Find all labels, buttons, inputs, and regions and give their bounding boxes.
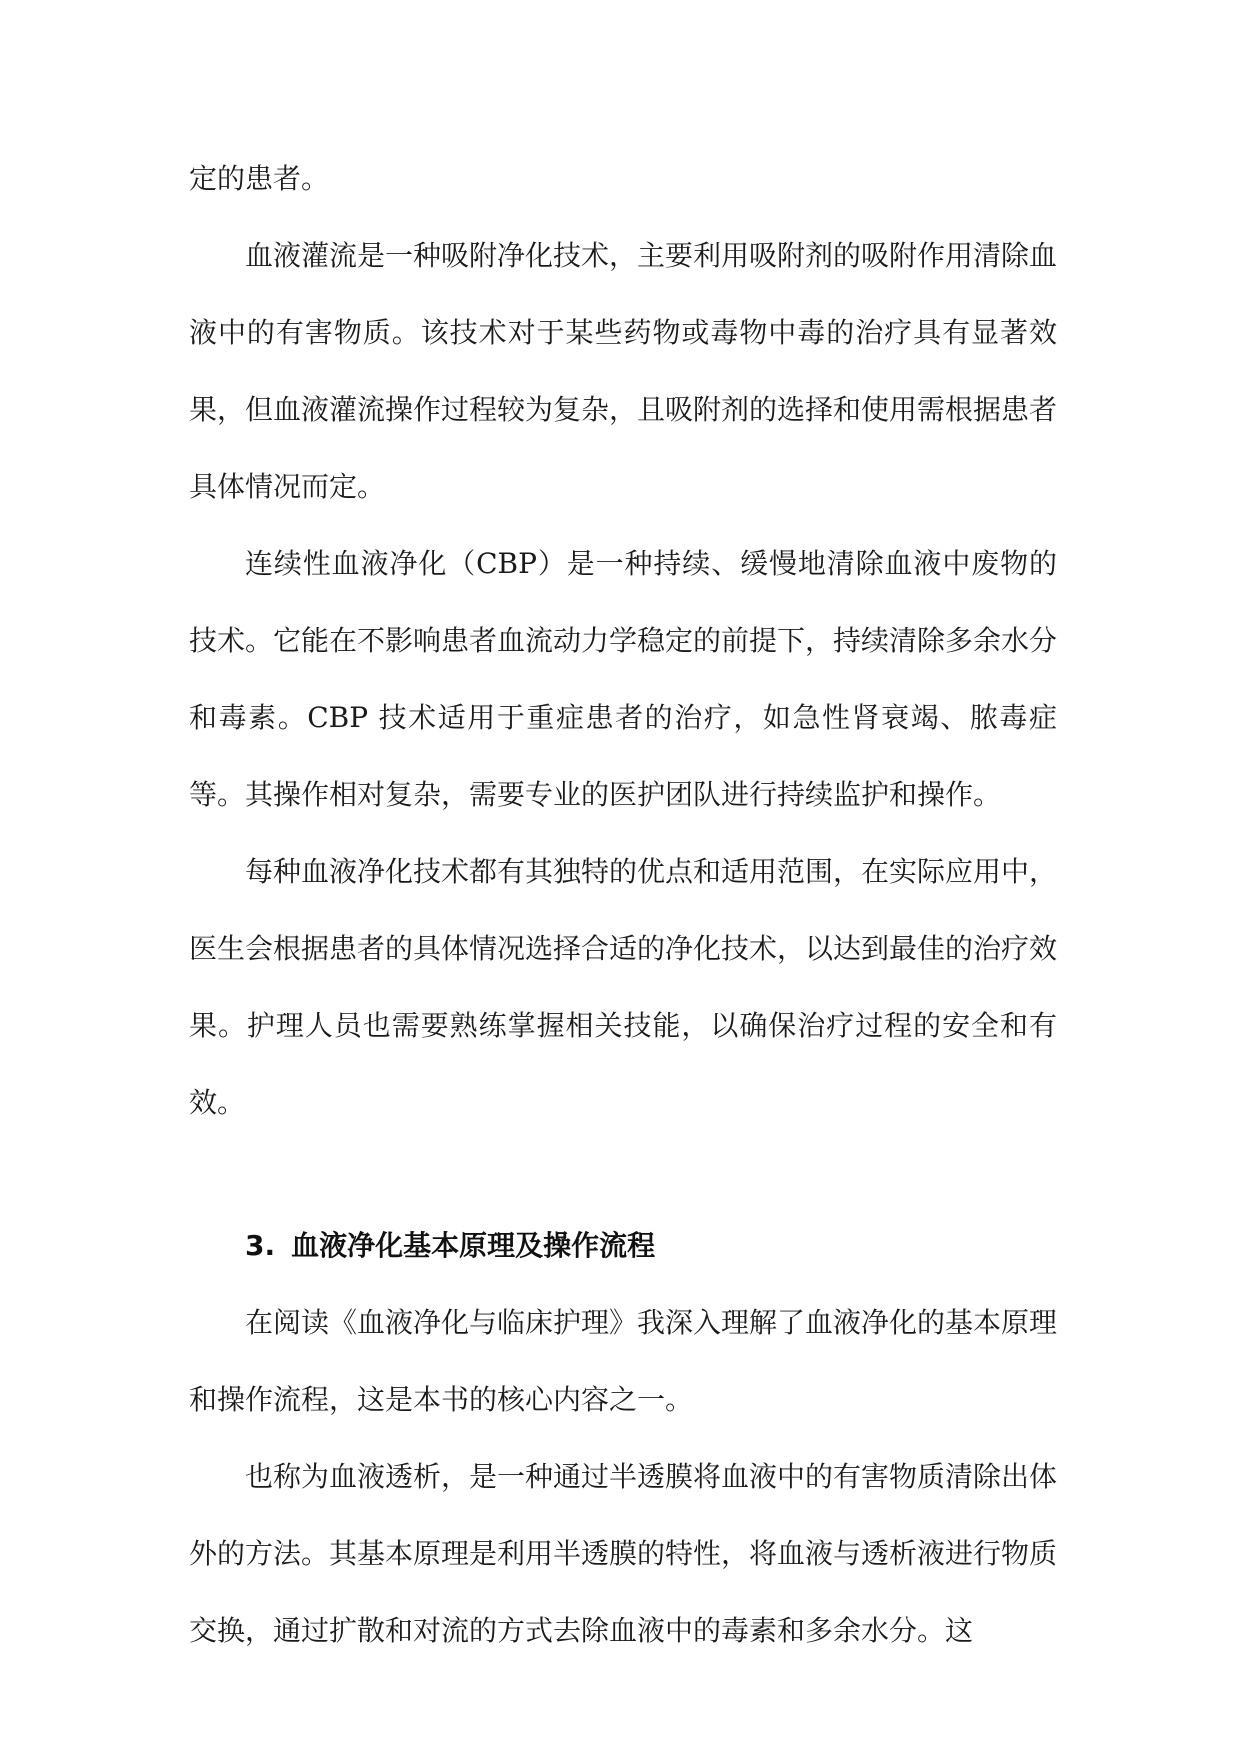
paragraph-hemodialysis: 也称为血液透析，是一种通过半透膜将血液中的有害物质清除出体外的方法。其基本原理是利用半透膜的特性，将血液与透析液进行物质交换，通过扩散和对流的方式去除血液中的毒素和多余水分。这	[189, 1460, 1058, 1647]
paragraph-continuation: 定的患者。	[189, 162, 330, 195]
paragraph-summary: 每种血液净化技术都有其独特的优点和适用范围，在实际应用中，医生会根据患者的具体情况选择合适的净化技术，以达到最佳的治疗效果。护理人员也需要熟练掌握相关技能，以确保治疗过程的安全和有效。	[189, 855, 1058, 1119]
text-column	[189, 140, 1057, 1669]
section-heading	[189, 1207, 1057, 1284]
paragraph-reading-intro: 在阅读《血液净化与临床护理》我深入理解了血液净化的基本原理和操作流程，这是本书的核心内容之一。	[189, 1306, 1058, 1416]
paragraph-hemoperfusion: 血液灌流是一种吸附净化技术，主要利用吸附剂的吸附作用清除血液中的有害物质。该技术对于某些药物或毒物中毒的治疗具有显著效果，但血液灌流操作过程较为复杂，且吸附剂的选择和使用需根据患者具体情况而定。	[189, 239, 1058, 503]
section-title: 血液净化基本原理及操作流程	[291, 1229, 656, 1262]
paragraph-cbp: 连续性血液净化（CBP）是一种持续、缓慢地清除血液中废物的技术。它能在不影响患者血流动力学稳定的前提下，持续清除多余水分和毒素。CBP 技术适用于重症患者的治疗，如急性肾衰竭、脓毒症等。其操作相对复杂，需要专业的医护团队进行持续监护和操作。	[189, 547, 1058, 811]
section-number: 3.	[245, 1229, 276, 1262]
